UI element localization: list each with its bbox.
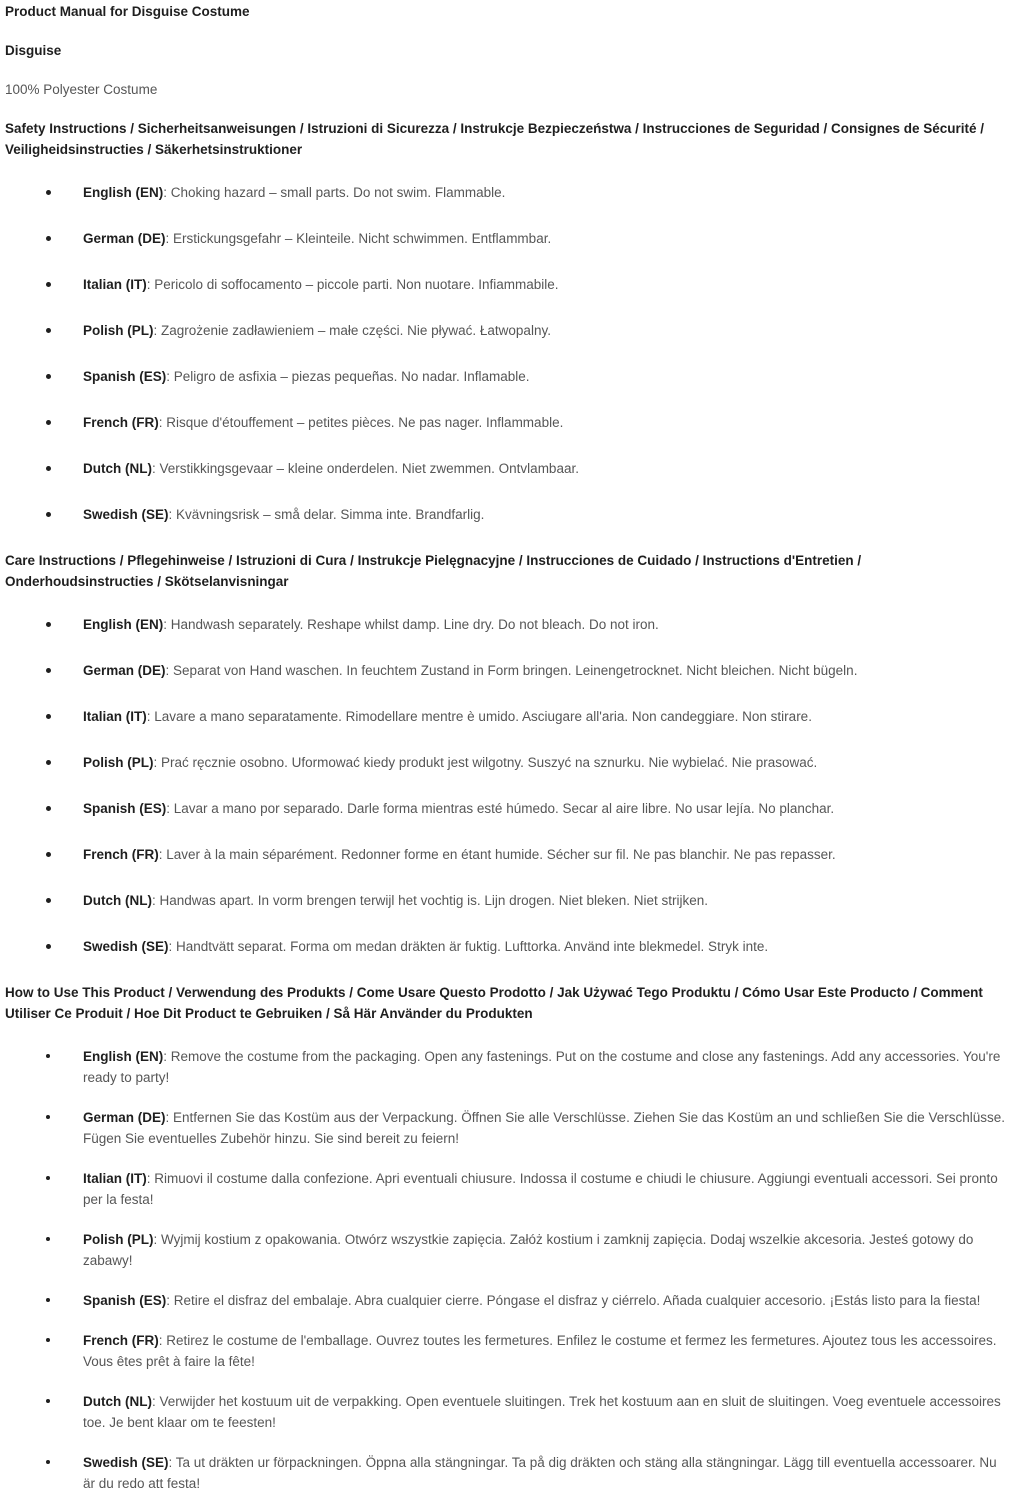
bullet-icon xyxy=(46,944,51,949)
label-separator: : xyxy=(153,755,162,770)
bullet-icon xyxy=(46,760,51,765)
item-text: Risque d'étouffement – petites pièces. Ne pas nager. Inflammable. xyxy=(166,415,564,430)
item-text: Kvävningsrisk – små delar. Simma inte. Brandfarlig. xyxy=(176,507,485,522)
bullet-icon xyxy=(46,1115,50,1119)
item-text: Retirez le costume de l'emballage. Ouvrez toutes les fermetures. Enfilez le costume et fermez les fermetures. Ajoutez tous les accessoires. Vous êtes prêt à faire la fête! xyxy=(83,1333,997,1369)
label-separator: : xyxy=(166,1293,174,1308)
item-text: Peligro de asfixia – piezas pequeñas. No nadar. Inflamable. xyxy=(173,369,530,384)
language-label: German (DE) xyxy=(83,1110,166,1125)
section-heading: How to Use This Product / Verwendung des Produkts / Come Usare Questo Prodotto / Jak Używać Tego Produktu / Cómo Usar Este Producto / Comment Utiliser Ce Produit / Hoe Dit Product te Gebruiken / Så Här Använder du Produkten xyxy=(5,985,983,1021)
item-text: Entfernen Sie das Kostüm aus der Verpackung. Öffnen Sie alle Verschlüsse. Ziehen Sie das Kostüm an und schließen Sie die Verschlüsse. Fügen Sie eventuelles Zubehör hinzu. Sie sind bereit zu feiern! xyxy=(83,1110,1006,1146)
language-label: French (FR) xyxy=(83,1333,159,1348)
item-text: Remove the costume from the packaging. Open any fastenings. Put on the costume and close any fastenings. Add any accessories. You're ready to party! xyxy=(83,1049,1001,1085)
label-separator: : xyxy=(151,1394,160,1409)
bullet-icon xyxy=(46,512,51,517)
list-item xyxy=(5,412,1010,433)
label-separator: : xyxy=(153,323,162,338)
item-text: Separat von Hand waschen. In feuchtem Zustand in Form bringen. Leinengetrocknet. Nicht bleichen. Nicht bügeln. xyxy=(173,663,858,678)
label-separator: : xyxy=(158,847,167,862)
bullet-icon xyxy=(46,1176,50,1180)
list-item xyxy=(5,1391,1010,1433)
label-separator: : xyxy=(168,1455,176,1470)
list-item xyxy=(5,320,1010,341)
bullet-icon xyxy=(46,1399,50,1403)
section-list xyxy=(5,1046,1010,1494)
label-separator: : xyxy=(165,1110,174,1125)
item-text: Lavare a mano separatamente. Rimodellare mentre è umido. Asciugare all'aria. Non candeggiare. Non stirare. xyxy=(154,709,812,724)
item-text: Lavar a mano por separado. Darle forma mientras esté húmedo. Secar al aire libre. No usar lejía. No planchar. xyxy=(173,801,835,816)
bullet-icon xyxy=(46,420,51,425)
bullet-icon xyxy=(46,668,51,673)
list-item xyxy=(5,366,1010,387)
list-item xyxy=(5,1330,1010,1372)
label-separator: : xyxy=(165,231,174,246)
item-text: Prać ręcznie osobno. Uformować kiedy produkt jest wilgotny. Suszyć na sznurku. Nie wybielać. Nie prasować. xyxy=(161,755,818,770)
bullet-icon xyxy=(46,236,51,241)
list-item xyxy=(5,458,1010,479)
list-item xyxy=(5,660,1010,681)
item-text: Rimuovi il costume dalla confezione. Apri eventuali chiusure. Indossa il costume e chiudi le chiusure. Aggiungi eventuali accessori. Sei pronto per la festa! xyxy=(83,1171,998,1207)
label-separator: : xyxy=(166,369,174,384)
language-label: French (FR) xyxy=(83,847,159,862)
language-label: German (DE) xyxy=(83,231,166,246)
label-separator: : xyxy=(158,415,167,430)
language-label: Polish (PL) xyxy=(83,755,154,770)
bullet-icon xyxy=(46,374,51,379)
bullet-icon xyxy=(46,806,51,811)
bullet-icon xyxy=(46,852,51,857)
item-text: Handtvätt separat. Forma om medan dräkten är fuktig. Lufttorka. Använd inte blekmedel. Stryk inte. xyxy=(176,939,769,954)
bullet-icon xyxy=(46,1237,50,1241)
item-text: Zagrożenie zadławieniem – małe części. Nie pływać. Łatwopalny. xyxy=(161,323,551,338)
label-separator: : xyxy=(163,1049,171,1064)
bullet-icon xyxy=(46,282,51,287)
list-item xyxy=(5,798,1010,819)
item-text: Handwas apart. In vorm brengen terwijl het vochtig is. Lijn drogen. Niet bleken. Niet strijken. xyxy=(159,893,709,908)
list-item xyxy=(5,274,1010,295)
bullet-icon xyxy=(46,714,51,719)
bullet-icon xyxy=(46,622,51,627)
label-separator: : xyxy=(158,1333,167,1348)
section-list xyxy=(5,182,1010,525)
label-separator: : xyxy=(163,617,171,632)
list-item xyxy=(5,752,1010,773)
list-item xyxy=(5,1452,1010,1494)
bullet-icon xyxy=(46,466,51,471)
section-heading: Care Instructions / Pflegehinweise / Istruzioni di Cura / Instrukcje Pielęgnacyjne / Instrucciones de Cuidado / Instructions d'Entretien / Onderhoudsinstructies / Skötselanvisningar xyxy=(5,553,862,589)
item-text: Verstikkingsgevaar – kleine onderdelen. Niet zwemmen. Ontvlambaar. xyxy=(159,461,579,476)
label-separator: : xyxy=(146,277,155,292)
document-title: Product Manual for Disguise Costume xyxy=(5,4,250,19)
language-label: Swedish (SE) xyxy=(83,939,169,954)
item-text: Choking hazard – small parts. Do not swim. Flammable. xyxy=(170,185,506,200)
list-item xyxy=(5,1168,1010,1210)
language-label: Spanish (ES) xyxy=(83,1293,167,1308)
item-text: Ta ut dräkten ur förpackningen. Öppna alla stängningar. Ta på dig dräkten och stäng alla stängningar. Lägg till eventuella accessoarer. Nu är du redo att festa! xyxy=(83,1455,997,1491)
label-separator: : xyxy=(168,507,177,522)
language-label: Swedish (SE) xyxy=(83,507,169,522)
bullet-icon xyxy=(46,190,51,195)
label-separator: : xyxy=(153,1232,162,1247)
language-label: Dutch (NL) xyxy=(83,1394,152,1409)
language-label: Italian (IT) xyxy=(83,1171,147,1186)
bullet-icon xyxy=(46,328,51,333)
language-label: Swedish (SE) xyxy=(83,1455,169,1470)
list-item xyxy=(5,1107,1010,1149)
list-item xyxy=(5,1290,1010,1311)
list-item xyxy=(5,1229,1010,1271)
list-item xyxy=(5,614,1010,635)
bullet-icon xyxy=(46,1054,50,1058)
label-separator: : xyxy=(166,801,174,816)
item-text: Handwash separately. Reshape whilst damp. Line dry. Do not bleach. Do not iron. xyxy=(170,617,659,632)
label-separator: : xyxy=(165,663,174,678)
list-item xyxy=(5,1046,1010,1088)
bullet-icon xyxy=(46,1460,50,1464)
language-label: English (EN) xyxy=(83,617,164,632)
section-heading: Safety Instructions / Sicherheitsanweisungen / Istruzioni di Sicurezza / Instrukcje Bezpieczeństwa / Instrucciones de Seguridad / Consignes de Sécurité / Veiligheidsinstructies / Säkerhetsinstruktioner xyxy=(5,121,985,157)
language-label: Polish (PL) xyxy=(83,323,154,338)
material-info: 100% Polyester Costume xyxy=(5,82,158,97)
list-item xyxy=(5,844,1010,865)
list-item xyxy=(5,182,1010,203)
list-item xyxy=(5,936,1010,957)
item-text: Wyjmij kostium z opakowania. Otwórz wszystkie zapięcia. Załóż kostium i zamknij zapięcia. Dodaj wszelkie akcesoria. Jesteś gotowy do zabawy! xyxy=(83,1232,974,1268)
language-label: German (DE) xyxy=(83,663,166,678)
item-text: Retire el disfraz del embalaje. Abra cualquier cierre. Póngase el disfraz y ciérrelo. Añada cualquier accesorio. ¡Estás listo para la fiesta! xyxy=(173,1293,981,1308)
language-label: Italian (IT) xyxy=(83,277,147,292)
language-label: Spanish (ES) xyxy=(83,801,167,816)
item-text: Laver à la main séparément. Redonner forme en étant humide. Sécher sur fil. Ne pas blanchir. Ne pas repasser. xyxy=(166,847,836,862)
language-label: English (EN) xyxy=(83,185,164,200)
bullet-icon xyxy=(46,1298,50,1302)
list-item xyxy=(5,228,1010,249)
bullet-icon xyxy=(46,898,51,903)
label-separator: : xyxy=(146,709,155,724)
language-label: Polish (PL) xyxy=(83,1232,154,1247)
language-label: English (EN) xyxy=(83,1049,164,1064)
item-text: Verwijder het kostuum uit de verpakking. Open eventuele sluitingen. Trek het kostuum aan en sluit de sluitingen. Voeg eventuele accessoires toe. Je bent klaar om te feesten! xyxy=(83,1394,1001,1430)
language-label: Italian (IT) xyxy=(83,709,147,724)
item-text: Pericolo di soffocamento – piccole parti. Non nuotare. Infiammabile. xyxy=(154,277,559,292)
language-label: French (FR) xyxy=(83,415,159,430)
item-text: Erstickungsgefahr – Kleinteile. Nicht schwimmen. Entflammbar. xyxy=(173,231,552,246)
label-separator: : xyxy=(168,939,177,954)
list-item xyxy=(5,504,1010,525)
label-separator: : xyxy=(146,1171,155,1186)
brand-name: Disguise xyxy=(5,43,62,58)
label-separator: : xyxy=(163,185,171,200)
language-label: Dutch (NL) xyxy=(83,893,152,908)
label-separator: : xyxy=(151,893,160,908)
section-list xyxy=(5,614,1010,957)
language-label: Dutch (NL) xyxy=(83,461,152,476)
bullet-icon xyxy=(46,1338,50,1342)
list-item xyxy=(5,706,1010,727)
list-item xyxy=(5,890,1010,911)
sections-container xyxy=(5,118,1010,1494)
label-separator: : xyxy=(151,461,160,476)
language-label: Spanish (ES) xyxy=(83,369,167,384)
